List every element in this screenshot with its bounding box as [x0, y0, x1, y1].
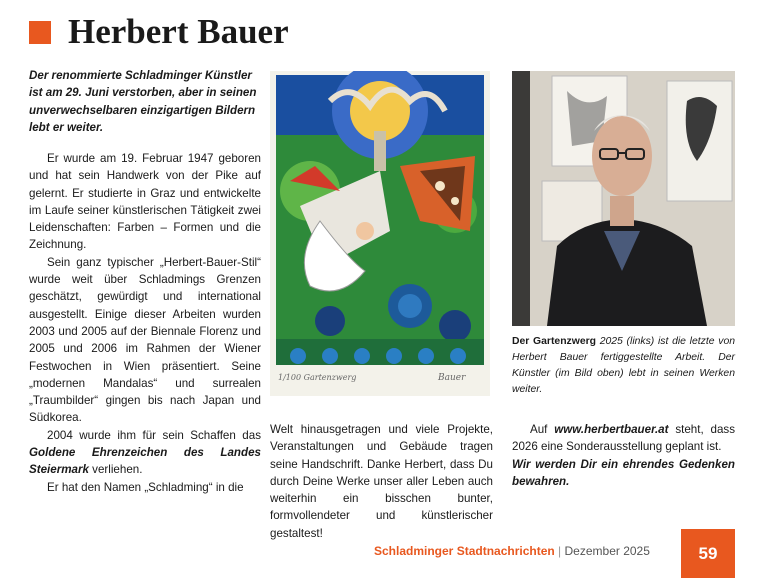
paragraph-3-end: verliehen.: [88, 463, 143, 477]
website-link[interactable]: www.herbertbauer.at: [554, 423, 669, 436]
artwork-gartenzwerg: [270, 71, 490, 396]
issue-date: Dezember 2025: [564, 544, 650, 558]
article-column-2: [270, 421, 493, 542]
paragraph-1: Er wurde am 19. Februar 1947 geboren und hat sein Handwerk von der Pike auf gelernt. Er studierte in Graz und entwickelte im Laufe seiner künstlerischen Tätigkeit zwei Leidenschaften: Farben – Formen und die Zeichnung.: [29, 152, 261, 252]
caption-title: Der Gartenzwerg: [512, 336, 596, 347]
paragraph-5-text: Auf: [530, 423, 555, 436]
publication-name: Schladminger Stadtnachrichten: [374, 544, 555, 558]
paragraph-4: Er hat den Namen „Schladming“ in die: [47, 480, 244, 494]
paragraph-4-continued: Welt hinausgetragen und viele Projekte, Veranstaltungen und Gebäude tragen seine Handschrift. Danke Herbert, dass Du durch Deine Werke unser aller Leben auch weiterhin ein bisschen bunter, formvollendeter und künstlerischer gestaltest!: [270, 423, 493, 540]
artwork-illustration: [270, 71, 490, 396]
paragraph-2: Sein ganz typischer „Herbert-Bauer-Stil“ wurde weit über Schladmings Grenzen geschätzt, gewürdigt und international ausgestellt. Einige dieser Arbeiten wurden 2003 und 2005 auf der Biennale Florenz und 2005 und 2006 im Rahmen der Wiener Festwochen in Wien präsentiert. Seine „modernen Mandalas“ und surrealen „Traumbilder“ gingen bis nach Japan und Südkorea.: [29, 255, 261, 425]
footer-separator: |: [558, 544, 562, 558]
paragraph-3-text: 2004 wurde ihm für sein Schaffen das: [47, 428, 261, 442]
caption-text: 2025 (links) ist die letzte von Herbert Bauer fertiggestellte Arbeit. Der Künstler (im Bild oben) lebt in seinen Werken weiter.: [512, 336, 735, 395]
article-column-3: [512, 421, 735, 490]
section-marker: [29, 21, 51, 44]
paragraph-5: [512, 421, 735, 456]
closing-line: Wir werden Dir ein ehrendes Gedenken bewahren.: [512, 457, 735, 488]
artist-photo: [512, 71, 735, 326]
paragraph-3: [29, 427, 261, 479]
artist-portrait-illustration: [512, 71, 735, 326]
award-name: Goldene Ehrenzeichen des Landes Steiermark: [29, 446, 261, 477]
artwork-signature: Bauer: [438, 373, 466, 383]
photo-caption: [512, 334, 735, 398]
article-column-1: [29, 150, 261, 496]
page-footer: [374, 543, 650, 559]
article-lead: Der renommierte Schladminger Künstler ist am 29. Juni verstorben, aber in seinen unverwechselbaren einzigartigen Bildern lebt er weiter.: [29, 69, 257, 134]
paragraph-5-end: steht, dass 2026 eine Sonderausstellung geplant ist.: [512, 423, 735, 454]
page-number: 59: [681, 529, 735, 578]
article-title: Herbert Bauer: [68, 12, 289, 51]
artwork-inscription: 1/100 Gartenzwerg: [278, 373, 357, 382]
